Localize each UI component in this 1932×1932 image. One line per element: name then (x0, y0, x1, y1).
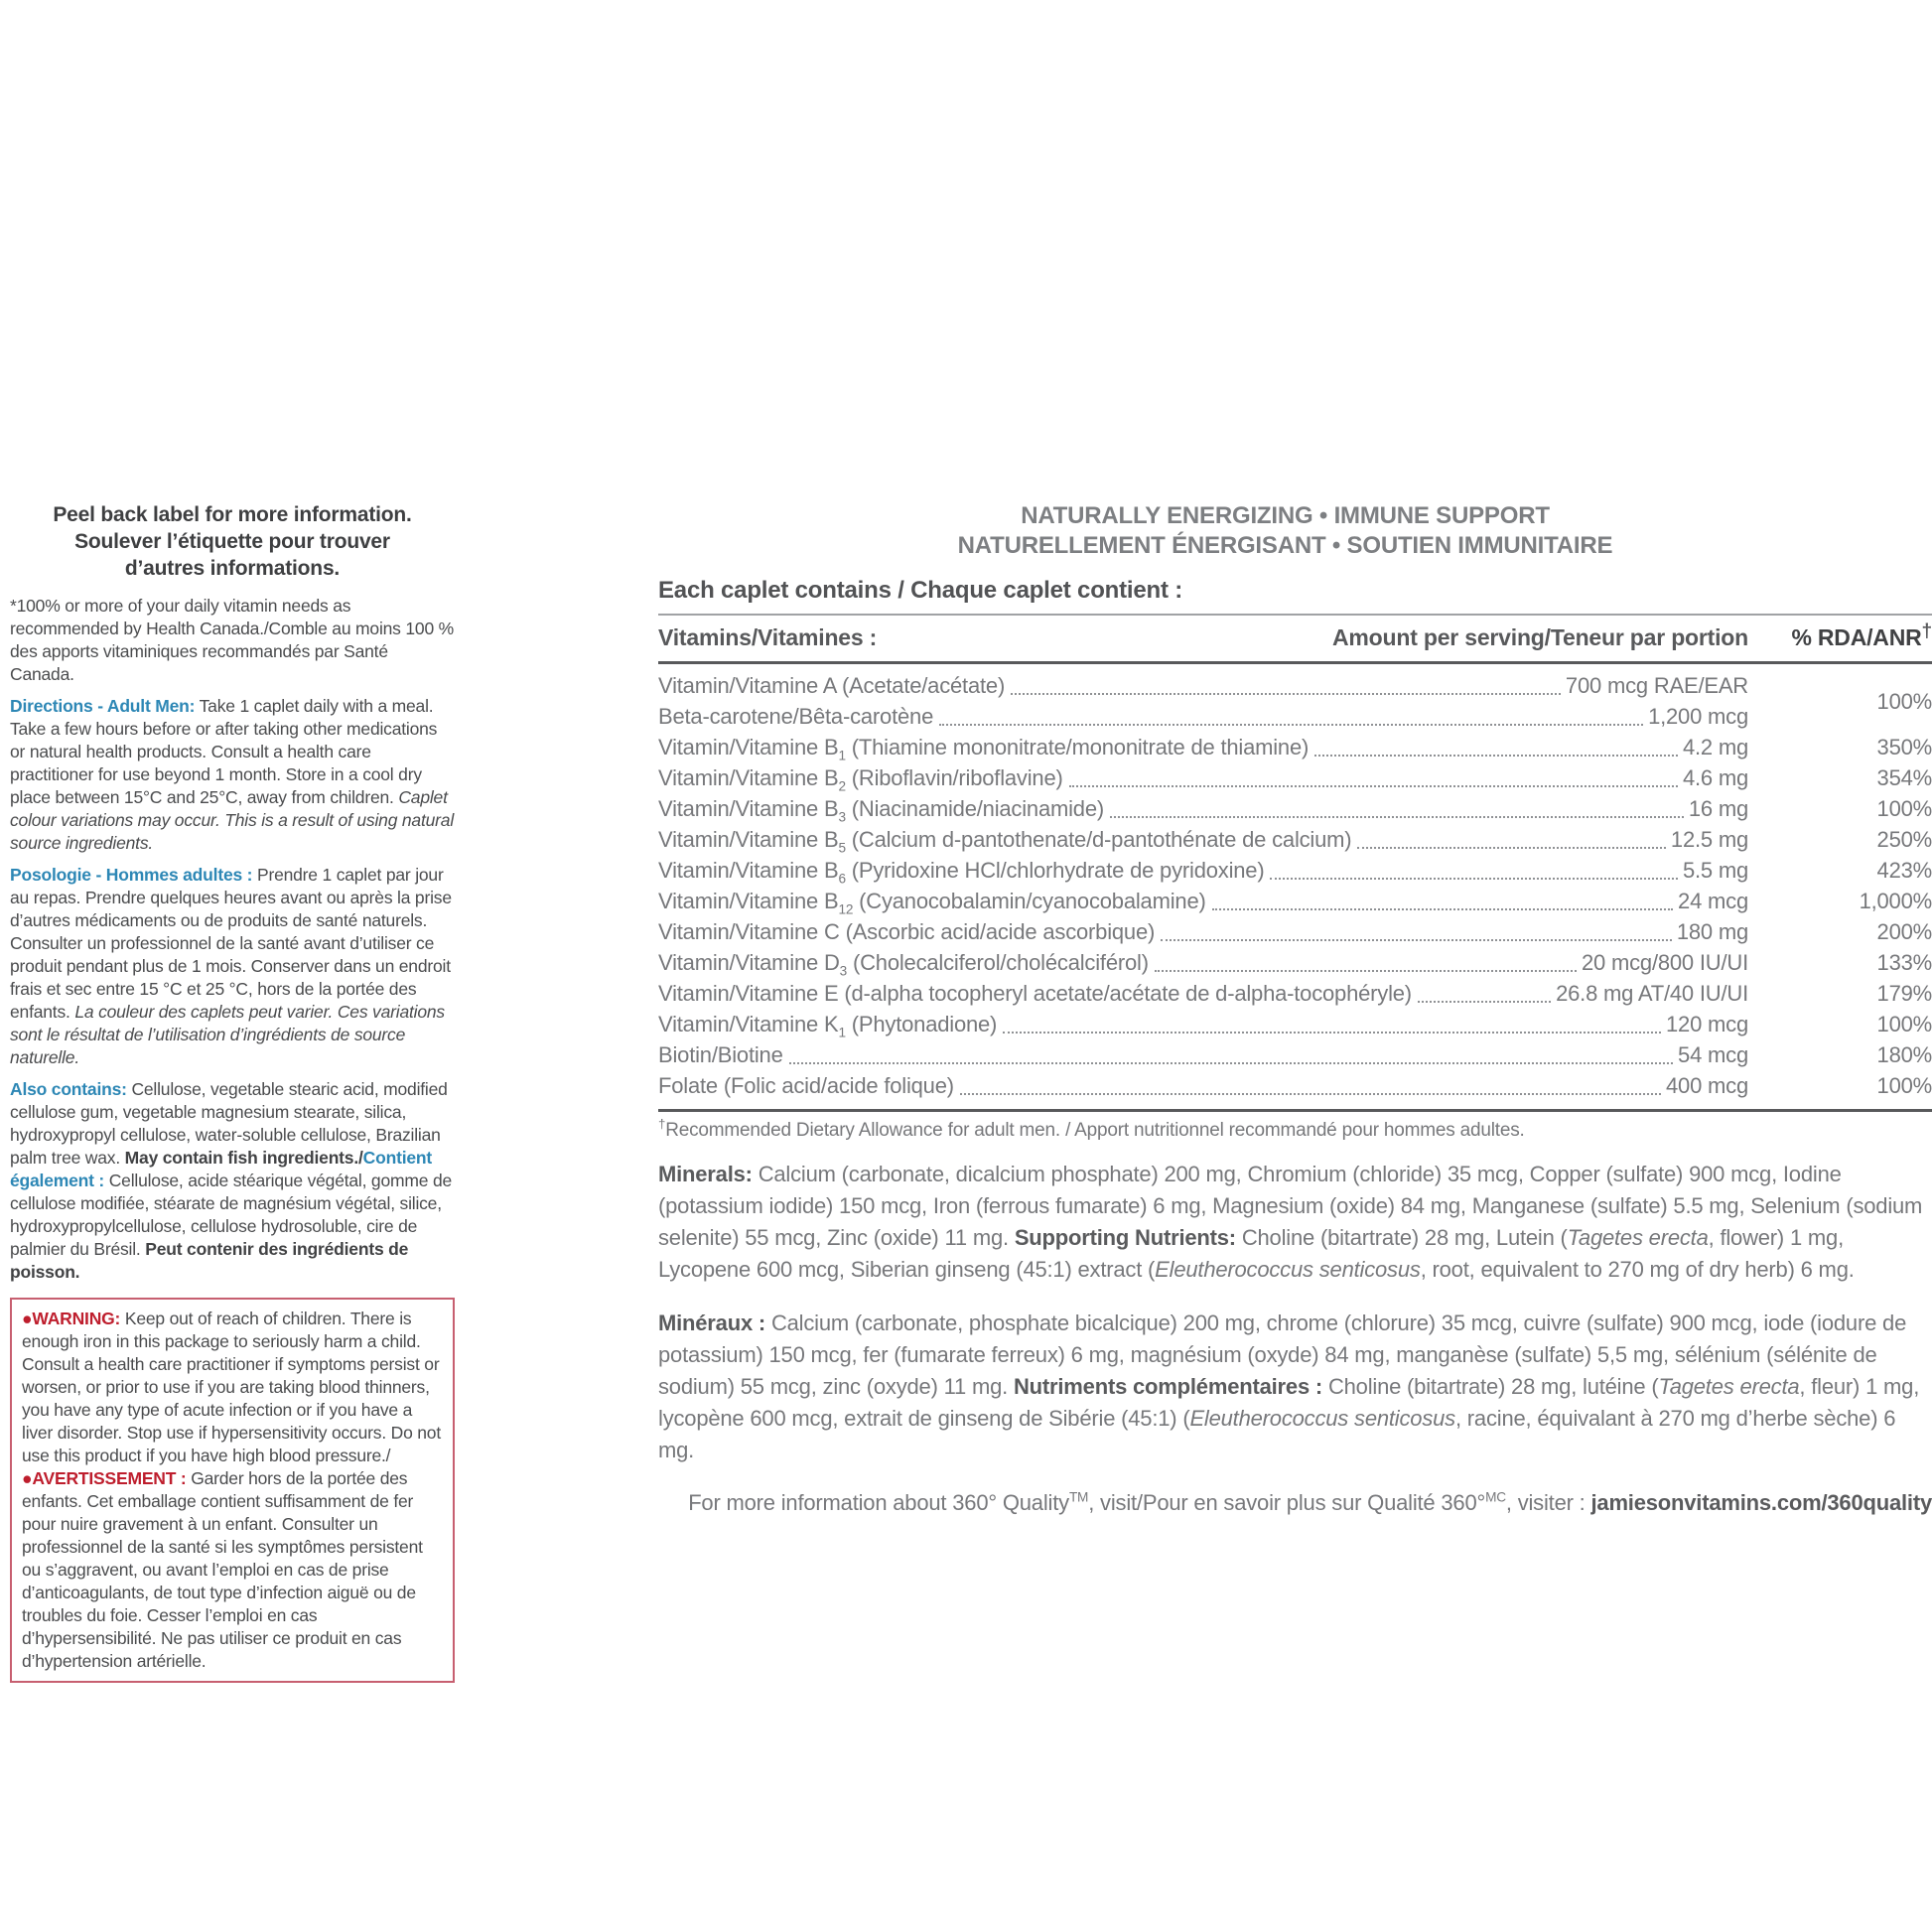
column-header-amount: Amount per serving/Teneur par portion (1332, 624, 1748, 650)
vitamin-row (658, 1009, 1932, 1039)
dotted-leader (1155, 970, 1577, 972)
vitamin-row (658, 947, 1932, 978)
vitamin-rda-percent: 1,000% (1859, 889, 1932, 913)
peel-heading-line-3: d’autres informations. (124, 557, 341, 580)
vitamin-amount: 1,200 mcg (1648, 704, 1748, 729)
vitamin-name: Vitamin/Vitamine $B_2$ (Riboflavin/riboflavine) (658, 765, 1063, 794)
peel-heading-line-2: Soulever l’étiquette pour trouver (74, 530, 390, 553)
vitamin-name: Vitamin/Vitamine $B_1$ (Thiamine mononitrate/mononitrate de thiamine) (658, 735, 1310, 763)
vitamin-amount: 400 mcg (1666, 1073, 1748, 1098)
vitamin-name: Vitamin/Vitamine C (Ascorbic acid/acide ascorbique) (658, 919, 1156, 944)
dotted-leader (960, 1093, 1661, 1095)
left-column (10, 501, 455, 1683)
vitamin-amount: 54 mcg (1678, 1042, 1748, 1067)
caplet-contains-heading: Each caplet contains / Chaque caplet contient : (658, 577, 1183, 604)
vitamin-row (658, 762, 1932, 793)
vitamin-row (658, 824, 1932, 855)
vitamin-row (658, 701, 1748, 732)
vitamin-rda-percent: 250% (1876, 827, 1932, 852)
table-footnote: †Recommended Dietary Allowance for adult men. / Apport nutritionnel recommandé pour hommes adultes. (658, 1116, 1525, 1141)
minerals-paragraph-fr: Minéraux : Calcium (carbonate, phosphate bicalcique) 200 mg, chrome (chlorure) 35 mcg, cuivre (sulfate) 900 mcg, iode (iodure de potassium) 150 mcg, fer (fumarate ferreux) 6 mg, magnésium (oxyde) 84 mg, manganèse (sulfate) 5,5 mg, sélénium (sélénite de sodium) 55 mcg, zinc (oxyde) 11 mg. Nutriments complémentaires : Choline (bitartrate) 28 mg, lutéine (Tagetes erecta, fleur) 1 mg, lycopène 600 mcg, extrait de ginseng de Sibérie (45:1) (Eleutherococcus senticosus, racine, équivalant à 270 mg d’herbe sèche) 6 mg. (658, 1311, 1920, 1462)
vitamin-name: Vitamin/Vitamine $B_5$ (Calcium d-pantothenate/d-pantothénate de calcium) (658, 827, 1352, 856)
vitamin-rda-percent: 200% (1876, 919, 1932, 944)
dotted-leader (1011, 693, 1561, 695)
dotted-leader (1003, 1032, 1661, 1034)
vitamin-name: Vitamin/Vitamine $K_1$ (Phytonadione) (658, 1012, 998, 1040)
vitamin-amount: 700 mcg RAE/EAR (1565, 673, 1748, 698)
vitamin-name: Vitamin/Vitamine A (Acetate/acétate) (658, 673, 1006, 698)
vitamin-amount: 5.5 mg (1682, 858, 1748, 883)
vitamin-rda-percent: 100% (1876, 1073, 1932, 1098)
vitamin-amount: 24 mcg (1678, 889, 1748, 913)
vitamin-rda-percent: 423% (1876, 858, 1932, 883)
vitamin-name: Vitamin/Vitamine $B_6$ (Pyridoxine HCl/chlorhydrate de pyridoxine) (658, 858, 1265, 887)
rule-under-table (658, 1109, 1932, 1112)
vitamin-amount: 12.5 mg (1670, 827, 1748, 852)
vitamin-amount: 20 mcg/800 IU/UI (1582, 950, 1748, 975)
directions-fr-paragraph: Posologie - Hommes adultes : Prendre 1 caplet par jour au repas. Prendre quelques heures avant ou après la prise d’autres médicaments ou de produits de santé naturels. Consulter un professionnel de la santé avant d’utiliser ce produit pendant plus de 1 mois. Conserver dans un endroit frais et sec entre 15 °C et 25 °C, hors de la portée des enfants. La couleur des caplets peut varier. Ces variations sont le résultat de l’utilisation d’ingrédients de source naturelle. (10, 865, 452, 1067)
vitamin-amount: 120 mcg (1666, 1012, 1748, 1036)
right-column (658, 501, 1932, 1518)
dotted-leader (789, 1062, 1673, 1064)
warning-box (10, 1298, 455, 1683)
column-header-rda: % RDA/ANR† (1791, 621, 1932, 650)
vitamin-amount: 4.6 mg (1682, 765, 1748, 790)
vitamin-rda-percent: 100% (1876, 1012, 1932, 1036)
dotted-leader (1270, 878, 1677, 880)
info-footer-line: For more information about 360° Quality™, visit/Pour en savoir plus sur Qualité 360°$^{MC}$, visiter : jamiesonvitamins.com/360quality (688, 1489, 1932, 1515)
dotted-leader (1357, 847, 1665, 849)
vitamin-rda-percent: 179% (1876, 981, 1932, 1006)
vitamin-name: Biotin/Biotine (658, 1042, 783, 1067)
vitamin-row (658, 732, 1932, 762)
vitamin-row (658, 1070, 1932, 1101)
dotted-leader (1212, 908, 1673, 910)
minerals-paragraph-en: Minerals: Calcium (carbonate, dicalcium phosphate) 200 mg, Chromium (chloride) 35 mcg, Copper (sulfate) 900 mcg, Iodine (potassium iodide) 150 mcg, Iron (ferrous fumarate) 6 mg, Magnesium (oxide) 84 mg, Manganese (sulfate) 5.5 mg, Selenium (sodium selenite) 55 mcg, Zinc (oxide) 11 mg. Supporting Nutrients: Choline (bitartrate) 28 mg, Lutein (Tagetes erecta, flower) 1 mg, Lycopene 600 mcg, Siberian ginseng (45:1) extract (Eleutherococcus senticosus, root, equivalent to 270 mg of dry herb) 6 mg. (658, 1162, 1923, 1282)
vitamin-name: Beta-carotene/Bêta-carotène (658, 704, 934, 729)
vitamin-row (658, 886, 1932, 916)
vitamin-rda-percent: 180% (1876, 1042, 1932, 1067)
vitamin-name: Vitamin/Vitamine $B_3$ (Niacinamide/niacinamide) (658, 796, 1104, 825)
vitamin-row (658, 916, 1932, 947)
vitamin-row (658, 793, 1932, 824)
vitamin-name: Vitamin/Vitamine $D_3$ (Cholecalciferol/cholécalciférol) (658, 950, 1149, 979)
dotted-leader (1418, 1001, 1551, 1003)
vitamin-row (658, 978, 1932, 1009)
dotted-leader (1314, 755, 1678, 757)
peel-back-heading (10, 501, 455, 582)
peel-heading-line-1: Peel back label for more information. (53, 503, 412, 526)
vitamin-rda-percent: 100% (1876, 688, 1932, 714)
table-header-row (658, 616, 1932, 661)
vitamin-rda-percent: 133% (1876, 950, 1932, 975)
vitamin-row-group (658, 670, 1932, 732)
vitamin-row (658, 670, 1748, 701)
dotted-leader (1110, 816, 1684, 818)
vitamin-amount: 26.8 mg AT/40 IU/UI (1556, 981, 1748, 1006)
daily-value-asterisk-note: *100% or more of your daily vitamin needs as recommended by Health Canada./Comble au moins 100 % des apports vitaminiques recommandés par Santé Canada. (10, 596, 454, 684)
warning-text: ●WARNING: Keep out of reach of children. There is enough iron in this package to seriously harm a child. Consult a health care practitioner if symptoms persist or worsen, or prior to use if you are taking blood thinners, you have any type of acute infection or if you have a liver disorder. Stop use if hypersensitivity occurs. Do not use this product if you have high blood pressure./●AVERTISSEMENT : Garder hors de la portée des enfants. Cet emballage contient suffisamment de fer pour nuire gravement à un enfant. Consulter un professionnel de la santé si les symptômes persistent ou s’aggravent, ou avant l’emploi en cas de prise d’anticoagulants, de tout type d’infection aiguë ou de troubles du foie. Cesser l’emploi en cas d’hypersensibilité. Ne pas utiliser ce produit en cas d’hypertension artérielle. (22, 1309, 442, 1671)
vitamin-name: Vitamin/Vitamine $B_{12}$ (Cyanocobalamin/cyanocobalamine) (658, 889, 1206, 917)
banner-line-fr: NATURELLEMENT ÉNERGISANT • SOUTIEN IMMUNITAIRE (957, 532, 1613, 559)
column-header-vitamins: Vitamins/Vitamines : (658, 624, 878, 650)
vitamin-row (658, 855, 1932, 886)
product-claims-banner (658, 501, 1932, 561)
vitamin-amount: 180 mg (1676, 919, 1748, 944)
vitamin-rda-percent: 350% (1876, 735, 1932, 759)
also-contains-paragraph: Also contains: Cellulose, vegetable stearic acid, modified cellulose gum, vegetable magnesium stearate, silica, hydroxypropyl cellulose, water-soluble cellulose, Brazilian palm tree wax. May contain fish ingredients./Contient également : Cellulose, acide stéarique végétal, gomme de cellulose modifiée, stéarate de magnésium végétal, silice, hydroxypropylcellulose, cellulose hydrosoluble, cire de palmier du Brésil. Peut contenir des ingrédients de poisson. (10, 1079, 453, 1282)
directions-en-paragraph: Directions - Adult Men: Take 1 caplet daily with a meal. Take a few hours before or after taking other medications or natural health products. Consult a health care practitioner for use beyond 1 month. Store in a cool dry place between 15°C and 25°C, away from children. Caplet colour variations may occur. This is a result of using natural source ingredients. (10, 696, 455, 853)
vitamin-row (658, 1039, 1932, 1070)
vitamin-rda-percent: 100% (1876, 796, 1932, 821)
vitamin-rda-percent: 354% (1876, 765, 1932, 790)
banner-line-en: NATURALLY ENERGIZING • IMMUNE SUPPORT (1021, 502, 1550, 529)
dotted-leader (1069, 785, 1678, 787)
vitamin-amount: 16 mg (1688, 796, 1748, 821)
vitamin-amount: 4.2 mg (1682, 735, 1748, 759)
dotted-leader (1161, 939, 1672, 941)
vitamin-name: Vitamin/Vitamine E (d-alpha tocopheryl acetate/acétate de d-alpha-tocophéryle) (658, 981, 1412, 1006)
dotted-leader (939, 724, 1643, 726)
vitamin-name: Folate (Folic acid/acide folique) (658, 1073, 954, 1098)
vitamins-table-rows (658, 664, 1932, 1109)
